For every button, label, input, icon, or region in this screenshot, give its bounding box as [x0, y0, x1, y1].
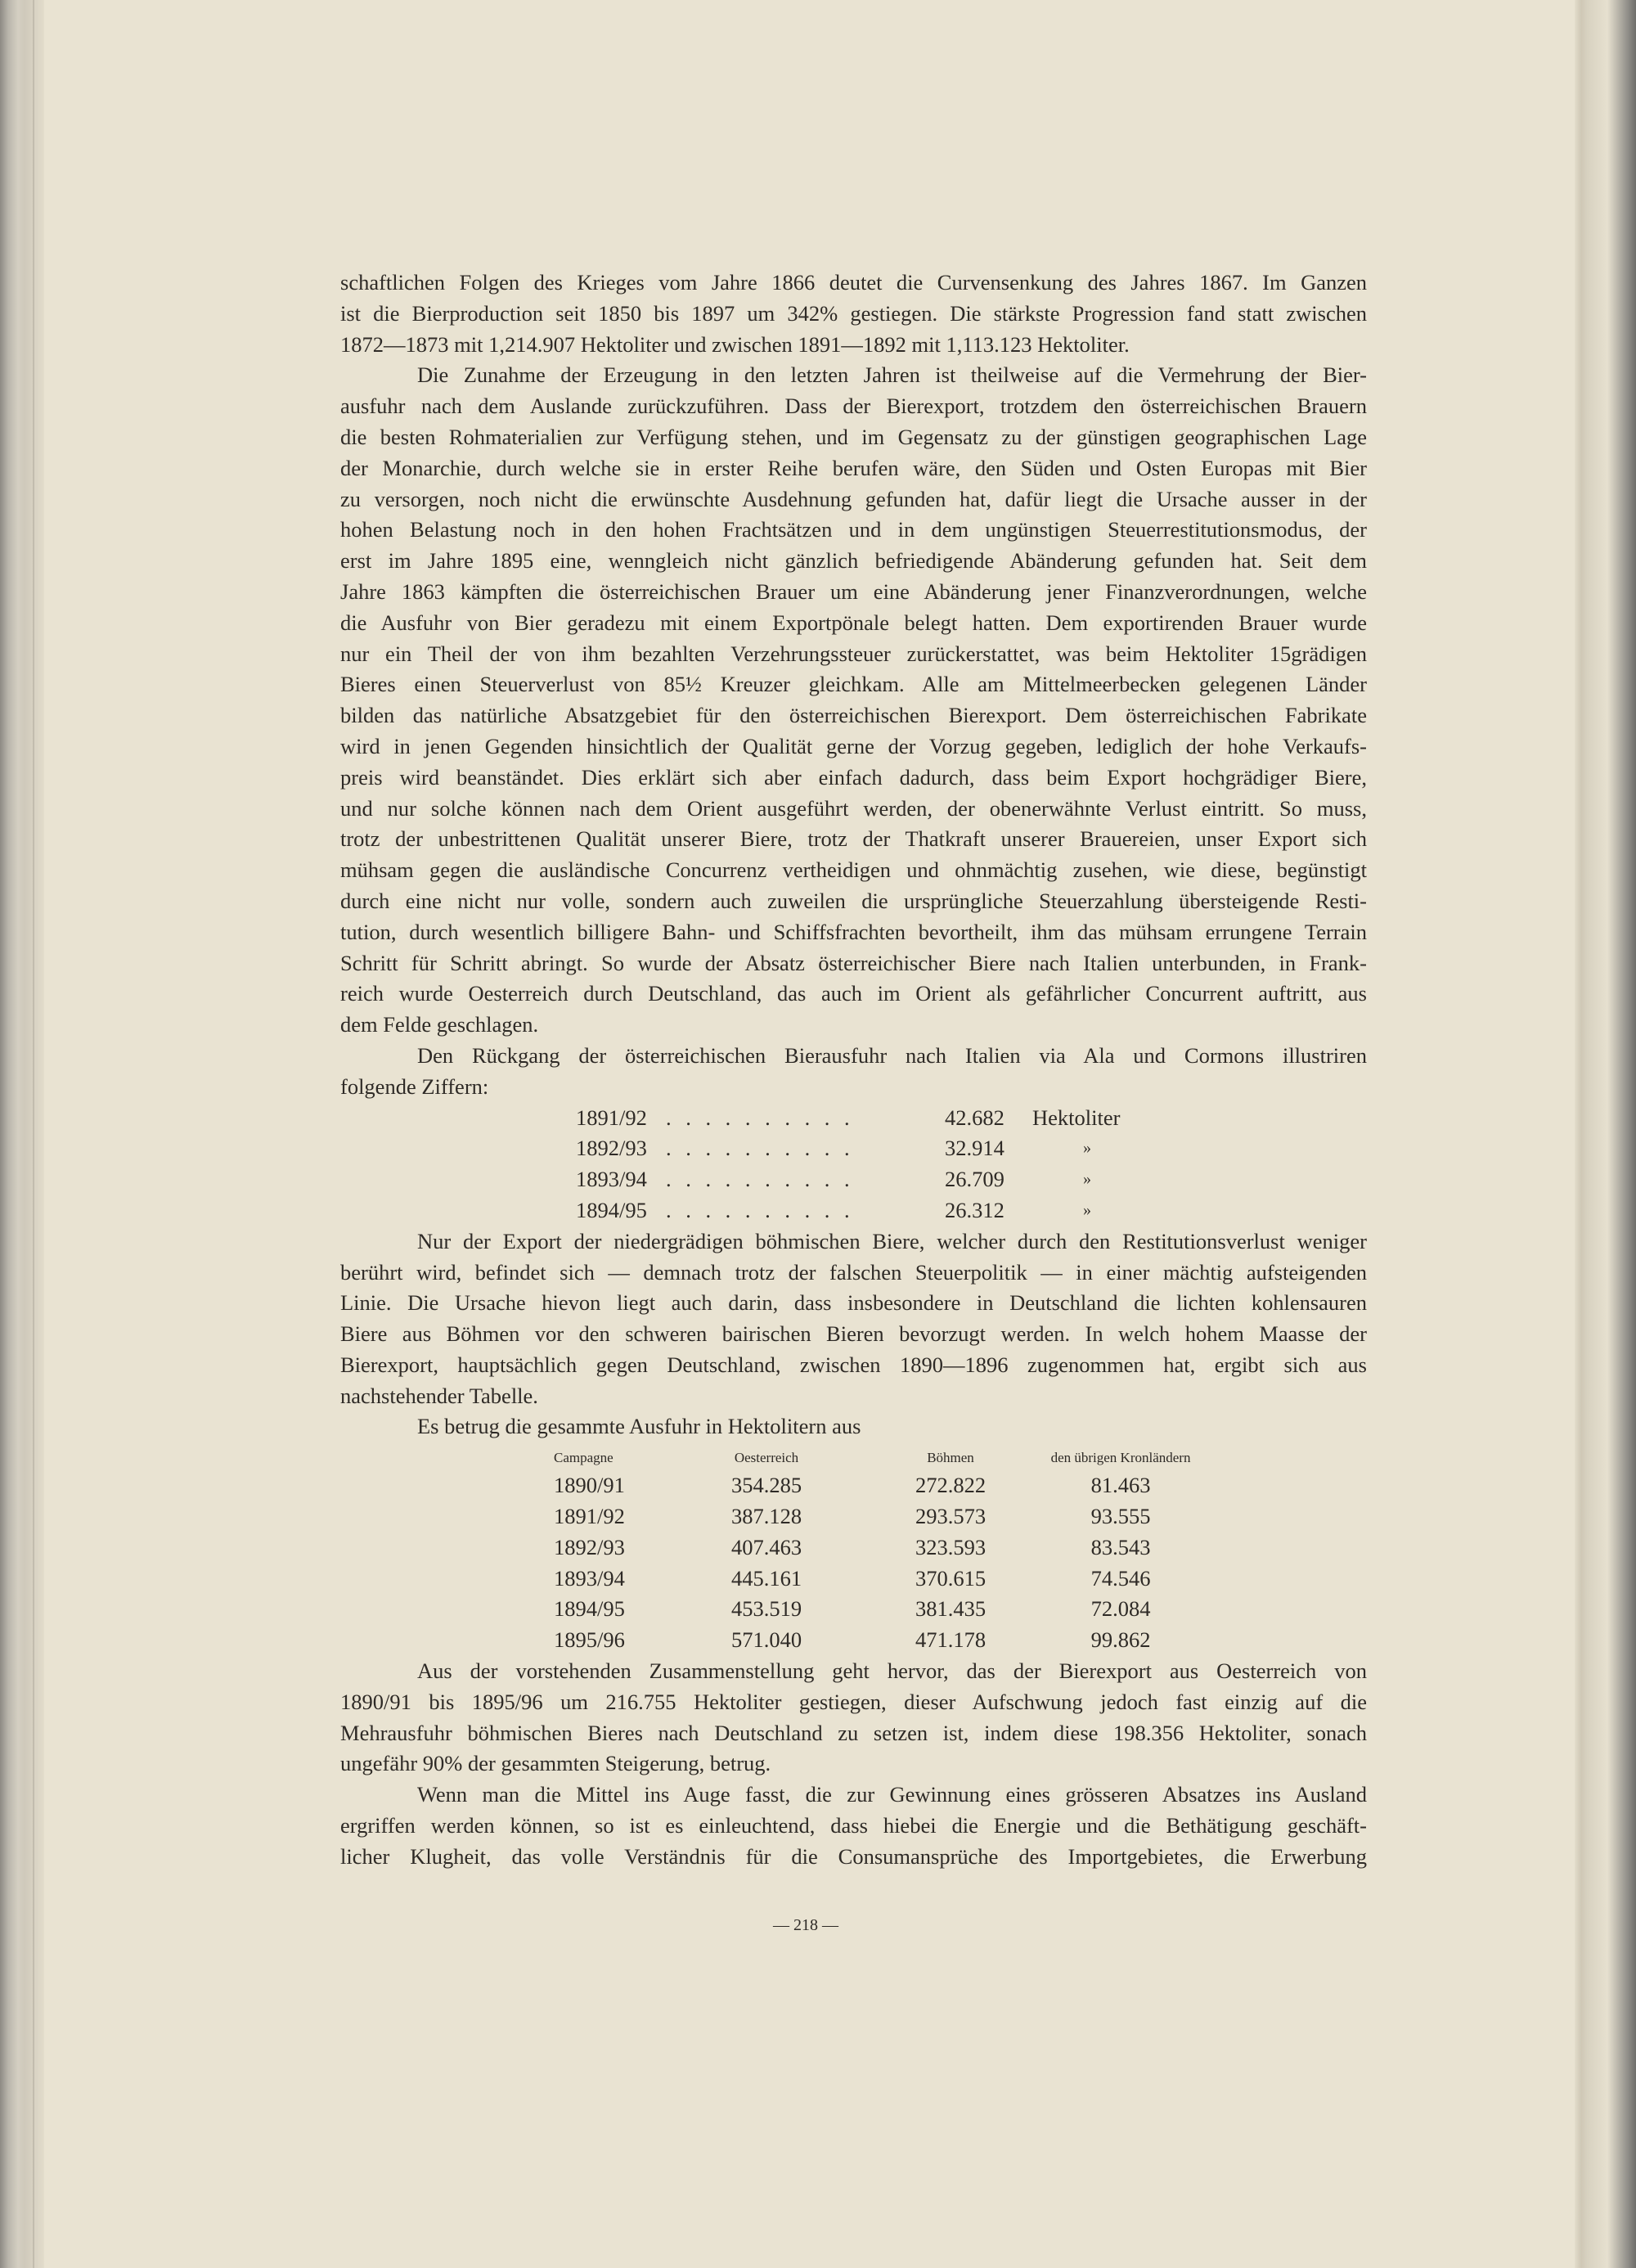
- value-cell: 42.682: [945, 1105, 1005, 1130]
- text-line: nachstehender Tabelle.: [340, 1383, 538, 1408]
- text-line: wird in jenen Gegenden hinsichtlich der Qualität gerne der Vorzug gegeben, lediglich der hohe Verkaufs-: [340, 733, 1367, 758]
- table-header: [340, 1442, 1367, 1470]
- value-cell: 93.555: [1090, 1504, 1151, 1529]
- italy-export-table: [340, 1103, 1367, 1226]
- text-line: hohen Belastung noch in den hohen Frachtsätzen und in dem ungünstigen Steuerrestitutionsmodus, der: [340, 517, 1367, 542]
- paragraph: [340, 268, 1367, 360]
- value-cell: 81.463: [1090, 1473, 1151, 1498]
- text-line: ungefähr 90% der gesammten Steigerung, betrug.: [340, 1751, 771, 1776]
- text-line: der Monarchie, durch welche sie in erster Reihe berufen wäre, den Süden und Osten Europas mit Bier: [340, 455, 1367, 480]
- text-line: die Ausfuhr von Bier geradezu mit einem Exportpönale belegt hatten. Dem exportirenden Brauer wurde: [340, 610, 1367, 635]
- paragraph: [340, 1656, 1367, 1780]
- text-line: bilden das natürliche Absatzgebiet für den österreichischen Bierexport. Dem österreichischen Fabrikate: [340, 703, 1367, 728]
- table-row: [340, 1103, 1367, 1134]
- text-line: reich wurde Oesterreich durch Deutschland, das auch im Orient als gefährlicher Concurrent auftritt, aus: [340, 981, 1367, 1006]
- text-line: nur ein Theil der von ihm bezahlten Verzehrungssteuer zurückerstattet, was beim Hektoliter 15grädigen: [340, 641, 1367, 666]
- text-line: Bieres einen Steuerverlust von 85½ Kreuzer gleichkam. Alle am Mittelmeerbecken gelegenen Länder: [340, 672, 1367, 697]
- year-cell: 1894/95: [576, 1197, 647, 1222]
- paragraph: [340, 1780, 1367, 1872]
- page-body: [340, 268, 1367, 1873]
- text-line: erst im Jahre 1895 eine, wenngleich nicht gänzlich befriedigende Abänderung gefunden hat. Seit dem: [340, 548, 1367, 574]
- table-row: [340, 1133, 1367, 1164]
- paragraph: [340, 1041, 1367, 1103]
- year-cell: 1894/95: [554, 1596, 625, 1622]
- text-line: Die Zunahme der Erzeugung in den letzten Jahren ist theilweise auf die Vermehrung der Bier-: [417, 362, 1367, 388]
- text-line: trotz der unbestrittenen Qualität unserer Biere, trotz der Thatkraft unserer Brauereien, unser Export sich: [340, 826, 1367, 852]
- export-table: [340, 1442, 1367, 1656]
- year-cell: 1893/94: [554, 1565, 625, 1591]
- text-line: dem Felde geschlagen.: [340, 1012, 539, 1037]
- year-cell: 1892/93: [576, 1136, 647, 1161]
- value-cell: 323.593: [915, 1534, 987, 1559]
- text-line: preis wird beanständet. Dies erklärt sich aber einfach dadurch, dass beim Export hochgrädiger Biere,: [340, 764, 1367, 790]
- text-line: Bierexport, hauptsächlich gegen Deutschland, zwischen 1890—1896 zugenommen hat, ergibt sich aus: [340, 1352, 1367, 1377]
- year-cell: 1892/93: [554, 1534, 625, 1559]
- year-cell: 1891/92: [554, 1504, 625, 1529]
- text-line: 1890/91 bis 1895/96 um 216.755 Hektoliter gestiegen, dieser Aufschwung jedoch fast einzig auf die: [340, 1689, 1367, 1714]
- text-line: Es betrug die gesammte Ausfuhr in Hektolitern aus: [417, 1414, 861, 1439]
- text-line: schaftlichen Folgen des Krieges vom Jahre 1866 deutet die Curvensenkung des Jahres 1867. Im Ganzen: [340, 270, 1367, 295]
- value-cell: 407.463: [730, 1534, 802, 1559]
- text-line: Aus der vorstehenden Zusammenstellung geht hervor, das der Bierexport aus Oesterreich von: [417, 1658, 1367, 1684]
- value-cell: 72.084: [1090, 1596, 1151, 1622]
- year-cell: 1893/94: [576, 1167, 647, 1192]
- column-header: den übrigen Kronländern: [1050, 1450, 1191, 1466]
- unit-cell: Hektoliter: [1032, 1105, 1121, 1130]
- text-line: ausfuhr nach dem Auslande zurückzuführen. Dass der Bierexport, trotzdem den österreichischen Brauern: [340, 394, 1367, 419]
- table-row: [340, 1625, 1367, 1656]
- value-cell: 293.573: [915, 1504, 987, 1529]
- text-line: die besten Rohmaterialien zur Verfügung stehen, und im Gegensatz zu der günstigen geographischen Lage: [340, 424, 1367, 449]
- value-cell: 445.161: [730, 1565, 802, 1591]
- text-line: Nur der Export der niedergrädigen böhmischen Biere, welcher durch den Restitutionsverlust weniger: [417, 1228, 1367, 1253]
- paragraphs-bottom: [340, 1656, 1367, 1873]
- text-line: folgende Ziffern:: [340, 1073, 489, 1099]
- text-line: licher Klugheit, das volle Verständnis für die Consumansprüche des Importgebietes, die Erwerbung: [340, 1843, 1367, 1869]
- year-cell: 1891/92: [576, 1105, 647, 1130]
- text-line: 1872—1873 mit 1,214.907 Hektoliter und zwischen 1891—1892 mit 1,113.123 Hektoliter.: [340, 331, 1130, 357]
- year-cell: 1895/96: [554, 1627, 625, 1653]
- table-row: [340, 1195, 1367, 1226]
- value-cell: 99.862: [1090, 1627, 1151, 1653]
- value-cell: 272.822: [915, 1473, 987, 1498]
- text-line: durch eine nicht nur volle, sondern auch zuweilen die ursprüngliche Steuerzahlung übersteigende Resti-: [340, 888, 1367, 913]
- value-cell: 74.546: [1090, 1565, 1151, 1591]
- table-row: [340, 1564, 1367, 1595]
- column-header: Campagne: [554, 1450, 614, 1466]
- column-header: Oesterreich: [734, 1450, 799, 1466]
- text-line: und nur solche können nach dem Orient ausgeführt werden, der obenerwähnte Verlust eintritt. So muss,: [340, 795, 1367, 821]
- leader-dots: ..........: [666, 1167, 865, 1192]
- page-number: — 218 —: [773, 1916, 838, 1934]
- text-line: Wenn man die Mittel ins Auge fasst, die zur Gewinnung eines grösseren Absatzes ins Ausland: [417, 1782, 1367, 1807]
- text-line: tution, durch wesentlich billigere Bahn- und Schiffsfrachten bevortheilt, ihm das mühsam errungene Terrain: [340, 919, 1367, 944]
- value-cell: 83.543: [1090, 1534, 1151, 1559]
- table-row: [340, 1164, 1367, 1195]
- value-cell: 471.178: [915, 1627, 987, 1653]
- value-cell: 381.435: [915, 1596, 987, 1622]
- year-cell: 1890/91: [554, 1473, 625, 1498]
- text-line: Jahre 1863 kämpften die österreichischen Brauer um eine Abänderung jener Finanzverordnungen, welche: [340, 578, 1367, 604]
- text-line: zu versorgen, noch nicht die erwünschte Ausdehnung gefunden hat, dafür liegt die Ursache ausser in der: [340, 486, 1367, 511]
- table-row: [340, 1532, 1367, 1564]
- text-line: berührt wird, befindet sich — demnach trotz der falschen Steuerpolitik — in einer mächtig aufsteigenden: [340, 1259, 1367, 1285]
- unit-cell: »: [1083, 1200, 1091, 1219]
- value-cell: 26.312: [945, 1197, 1005, 1222]
- leader-dots: ..........: [666, 1136, 865, 1161]
- text-line: mühsam gegen die ausländische Concurrenz vertheidigen und ohnmächtig zusehen, wie diese, begünstigt: [340, 857, 1367, 883]
- unit-cell: »: [1083, 1170, 1091, 1189]
- text-line: Linie. Die Ursache hievon liegt auch darin, dass insbesondere in Deutschland die lichten kohlensauren: [340, 1290, 1367, 1316]
- value-cell: 26.709: [945, 1167, 1005, 1192]
- value-cell: 571.040: [730, 1627, 802, 1653]
- text-line: Den Rückgang der österreichischen Bierausfuhr nach Italien via Ala und Cormons illustriren: [417, 1042, 1367, 1068]
- leader-dots: ..........: [666, 1105, 865, 1130]
- value-cell: 370.615: [915, 1565, 987, 1591]
- unit-cell: »: [1083, 1139, 1091, 1158]
- paragraphs-middle: [340, 1226, 1367, 1443]
- value-cell: 32.914: [945, 1136, 1005, 1161]
- text-line: Mehrausfuhr böhmischen Bieres nach Deutschland zu setzen ist, indem diese 198.356 Hektoliter, sonach: [340, 1720, 1367, 1745]
- paragraph: [340, 1226, 1367, 1412]
- paragraphs-top: [340, 268, 1367, 1103]
- paragraph: [340, 360, 1367, 1041]
- leader-dots: ..........: [666, 1197, 865, 1222]
- table-row: [340, 1594, 1367, 1625]
- value-cell: 453.519: [730, 1596, 802, 1622]
- table-row: [340, 1501, 1367, 1532]
- paragraph: [340, 1411, 1367, 1442]
- table-row: [340, 1470, 1367, 1501]
- text-line: Biere aus Böhmen vor den schweren bairischen Bieren bevorzugt werden. In welch hohem Maasse der: [340, 1321, 1367, 1347]
- text-line: ergriffen werden können, so ist es einleuchtend, dass hiebei die Energie und die Bethätigung geschäft-: [340, 1813, 1367, 1838]
- column-header: Böhmen: [927, 1450, 974, 1466]
- value-cell: 387.128: [730, 1504, 802, 1529]
- text-line: Schritt für Schritt abringt. So wurde der Absatz österreichischer Biere nach Italien unterbunden, in Frank-: [340, 950, 1367, 975]
- value-cell: 354.285: [730, 1473, 802, 1498]
- text-line: ist die Bierproduction seit 1850 bis 1897 um 342% gestiegen. Die stärkste Progression fand statt zwischen: [340, 300, 1367, 326]
